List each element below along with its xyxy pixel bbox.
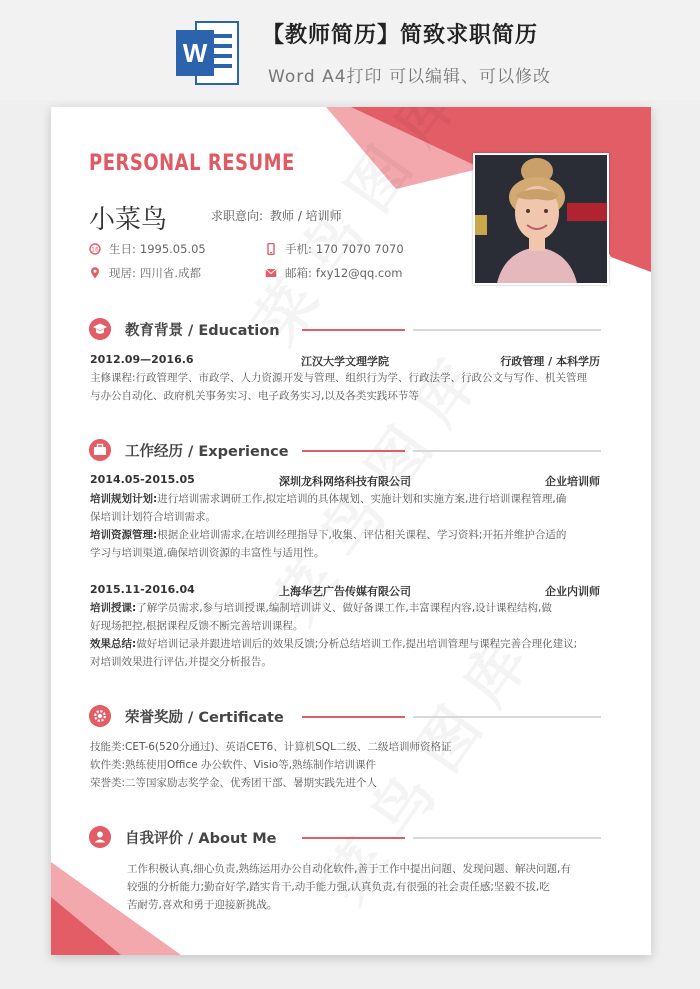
residence-label: 现居: bbox=[109, 266, 136, 280]
education-title: 教育背景 / Education bbox=[125, 323, 280, 339]
experience-header bbox=[89, 438, 601, 462]
email-label: 邮箱: bbox=[285, 266, 312, 280]
job-date: 2015.11-2016.04 bbox=[90, 583, 195, 596]
word-letter: W bbox=[182, 38, 208, 68]
birth-info bbox=[89, 241, 206, 257]
job-item-label: 培训授课: bbox=[90, 602, 137, 614]
mail-icon bbox=[265, 267, 277, 279]
divider-accent bbox=[302, 837, 405, 839]
gear-icon bbox=[89, 705, 111, 727]
phone-icon bbox=[265, 243, 277, 255]
briefcase-icon bbox=[89, 439, 111, 461]
divider-grey bbox=[413, 329, 601, 331]
phone-label: 手机: bbox=[285, 242, 312, 256]
job-item-text: 好现场把控,根据课程反馈不断完善培训课程。 bbox=[90, 620, 304, 632]
education-line: 主修课程:行政管理学、市政学、人力资源开发与管理、组织行为学、行政法学、行政公文与写作、机关管理 bbox=[90, 372, 588, 384]
person-icon bbox=[89, 826, 111, 848]
banner-subtitle: Word A4打印 可以编辑、可以修改 bbox=[268, 67, 551, 87]
about-line: 较强的分析能力;勤奋好学,踏实肯干,动手能力强,认真负责,有很强的社会责任感;坚毅不拔,吃 bbox=[127, 881, 550, 893]
divider-accent bbox=[302, 716, 405, 718]
certificate-line: 软件类:熟练使用Office 办公软件、Visio等,熟练制作培训课件 bbox=[90, 759, 377, 771]
residence-value: 四川省.成都 bbox=[139, 266, 202, 280]
resume-page bbox=[51, 107, 651, 955]
job-intent-label: 求职意向: bbox=[211, 209, 264, 223]
job-item-text: 根据企业培训需求,在培训经理指导下,收集、评估相关课程、学习资料;开拓并维护合适的 bbox=[157, 529, 567, 541]
education-school: 江汉大学文理学院 bbox=[301, 355, 389, 368]
job-position: 企业培训师 bbox=[545, 475, 600, 488]
about-title: 自我评价 / About Me bbox=[125, 831, 277, 847]
phone-value: 170 7070 7070 bbox=[315, 242, 404, 256]
job-intent-value: 教师 / 培训师 bbox=[270, 209, 342, 223]
divider-accent bbox=[302, 450, 405, 452]
education-date: 2012.09—2016.6 bbox=[90, 353, 194, 366]
email-info bbox=[265, 265, 402, 281]
divider-grey bbox=[413, 837, 601, 839]
certificate-line: 荣誉类:二等国家励志奖学金、优秀团干部、暑期实践先进个人 bbox=[90, 777, 378, 789]
job-details bbox=[90, 599, 602, 671]
about-header bbox=[89, 825, 601, 849]
divider-grey bbox=[413, 450, 601, 452]
job-row bbox=[90, 583, 600, 599]
certificate-line: 技能类:CET-6(520分通过)、英语CET6、计算机SQL二级、二级培训师资格证 bbox=[90, 741, 452, 753]
job-company: 深圳龙科网络科技有限公司 bbox=[279, 475, 411, 488]
about-text bbox=[127, 860, 603, 914]
job-item-text: 做好培训记录并跟进培训后的效果反馈;分析总结培训工作,提出培训管理与课程完善合理化建议; bbox=[136, 638, 578, 650]
candidate-name: 小菜鸟 bbox=[89, 205, 168, 235]
divider-grey bbox=[413, 716, 601, 718]
job-row bbox=[90, 473, 600, 489]
birth-label: 生日: bbox=[109, 242, 136, 256]
certificate-header bbox=[89, 704, 601, 728]
education-courses bbox=[90, 369, 602, 405]
job-item-label: 培训规划计划: bbox=[90, 493, 158, 505]
job-item-label: 效果总结: bbox=[90, 638, 137, 650]
birthday-icon bbox=[89, 243, 101, 255]
experience-title: 工作经历 / Experience bbox=[125, 444, 289, 460]
word-icon bbox=[174, 20, 240, 86]
job-item-label: 培训资源管理: bbox=[90, 529, 158, 541]
job-item-text: 了解学员需求,参与培训授课,编制培训讲义、做好备课工作,丰富课程内容,设计课程结构,做 bbox=[136, 602, 552, 614]
divider-accent bbox=[302, 329, 405, 331]
job-item-text: 进行培训需求调研工作,拟定培训的具体规划、实施计划和实施方案,进行培训课程管理,确 bbox=[157, 493, 567, 505]
banner-title: 【教师简历】简致求职简历 bbox=[262, 23, 539, 48]
certificate-title: 荣誉奖励 / Certificate bbox=[125, 710, 284, 726]
job-date: 2014.05-2015.05 bbox=[90, 473, 195, 486]
about-line: 苦耐劳,喜欢和勇于迎接新挑战。 bbox=[127, 899, 278, 911]
birth-value: 1995.05.05 bbox=[139, 242, 206, 256]
job-item-text: 保培训计划符合培训需求。 bbox=[90, 511, 216, 523]
location-icon bbox=[89, 267, 101, 279]
job-position: 企业内训师 bbox=[545, 585, 600, 598]
education-icon bbox=[89, 318, 111, 340]
job-item-text: 对培训效果进行评估,并提交分析报告。 bbox=[90, 656, 272, 668]
job-company: 上海华艺广告传媒有限公司 bbox=[279, 585, 411, 598]
phone-info bbox=[265, 241, 404, 257]
about-line: 工作积极认真,细心负责,熟练运用办公自动化软件,善于工作中提出问题、发现问题、解决问题,有 bbox=[127, 863, 571, 875]
job-details bbox=[90, 490, 602, 562]
svg-text:16: 16 bbox=[91, 246, 99, 254]
education-header bbox=[89, 317, 601, 341]
education-major: 行政管理 / 本科学历 bbox=[500, 355, 600, 368]
job-item-text: 学习与培训渠道,确保培训资源的丰富性与适用性。 bbox=[90, 547, 325, 559]
top-banner bbox=[0, 0, 700, 100]
education-row bbox=[90, 353, 600, 369]
resume-heading: PERSONAL RESUME bbox=[89, 150, 295, 177]
profile-photo bbox=[473, 153, 609, 285]
certificate-list bbox=[90, 738, 602, 792]
education-line: 与办公自动化、政府机关事务实习、电子政务实习,以及各类实践环节等 bbox=[90, 390, 419, 402]
residence-info bbox=[89, 265, 201, 281]
email-value: fxy12@qq.com bbox=[315, 266, 403, 280]
